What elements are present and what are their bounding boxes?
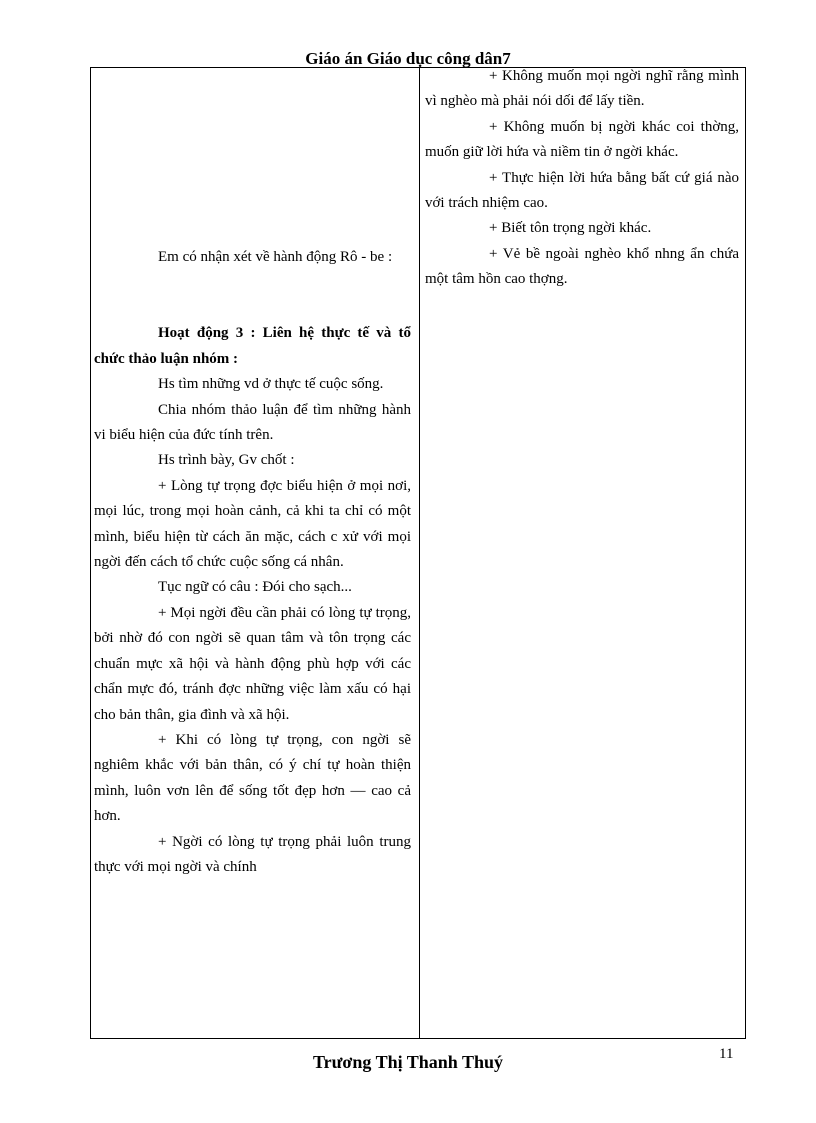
right-paragraph: + Biết tôn trọng ngời khác. [489, 220, 652, 237]
left-paragraph: + Ngời có lòng tự trọng phải luôn trung thực với mọi ngời và chính [94, 833, 411, 875]
page-header-title: Giáo án Giáo dục công dân7 [305, 49, 511, 68]
right-paragraph: + Vẻ bề ngoài nghèo khổ nhng ẩn chứa một tâm hồn cao thợng. [425, 245, 739, 288]
left-column [91, 68, 419, 880]
right-paragraph: + Không muốn bị ngời khác coi thờng, muốn giữ lời hứa và niềm tin ở ngời khác. [425, 118, 739, 161]
content-table [90, 67, 746, 1039]
left-paragraph: + Mọi ngời đều cần phải có lòng tự trọng, bởi nhờ đó con ngời sẽ quan tâm và tôn trọng các chuẩn mực xã hội và hành động phù hợp với các chẩn mực đó, tránh đợc những việc làm xấu có hại cho bản thân, gia đình và xã hội. [94, 604, 411, 723]
left-paragraph: + Khi có lòng tự trọng, con ngời sẽ nghiêm khắc với bản thân, có ý chí tự hoàn thiện mình, luôn vơn lên để sống tốt đẹp hơn — cao cả hơn. [94, 731, 411, 825]
right-paragraph: + Thực hiện lời hứa bằng bất cứ giá nào với trách nhiệm cao. [425, 169, 739, 212]
left-paragraph: Hs trình bày, Gv chốt : [158, 452, 295, 469]
left-paragraph: Tục ngữ có câu : Đói cho sạch... [158, 579, 352, 596]
left-paragraph: + Lòng tự trọng đợc biểu hiện ở mọi nơi, mọi lúc, trong mọi hoàn cảnh, cả khi ta chỉ có một mình, biểu hiện từ cách ăn mặc, cách c xử với mọi ngời đến cách tổ chức cuộc sống cá nhân. [94, 477, 411, 571]
right-column [420, 68, 745, 293]
right-paragraph: + Không muốn mọi ngời nghĩ rằng mình vì nghèo mà phải nói dối để lấy tiền. [425, 68, 739, 110]
left-paragraph: Hs tìm những vd ở thực tế cuộc sống. [158, 376, 384, 393]
left-paragraph: Chia nhóm thảo luận để tìm những hành vi biểu hiện của đức tính trên. [94, 401, 411, 444]
footer-author: Trương Thị Thanh Thuý [312, 1052, 504, 1072]
left-paragraph: Em có nhận xét về hành động Rô - be : [158, 249, 393, 265]
activity-heading: Hoạt động 3 : Liên hệ thực tế và tổ chức thảo luận nhóm : [94, 325, 411, 367]
page-number: 11 [719, 1046, 734, 1062]
